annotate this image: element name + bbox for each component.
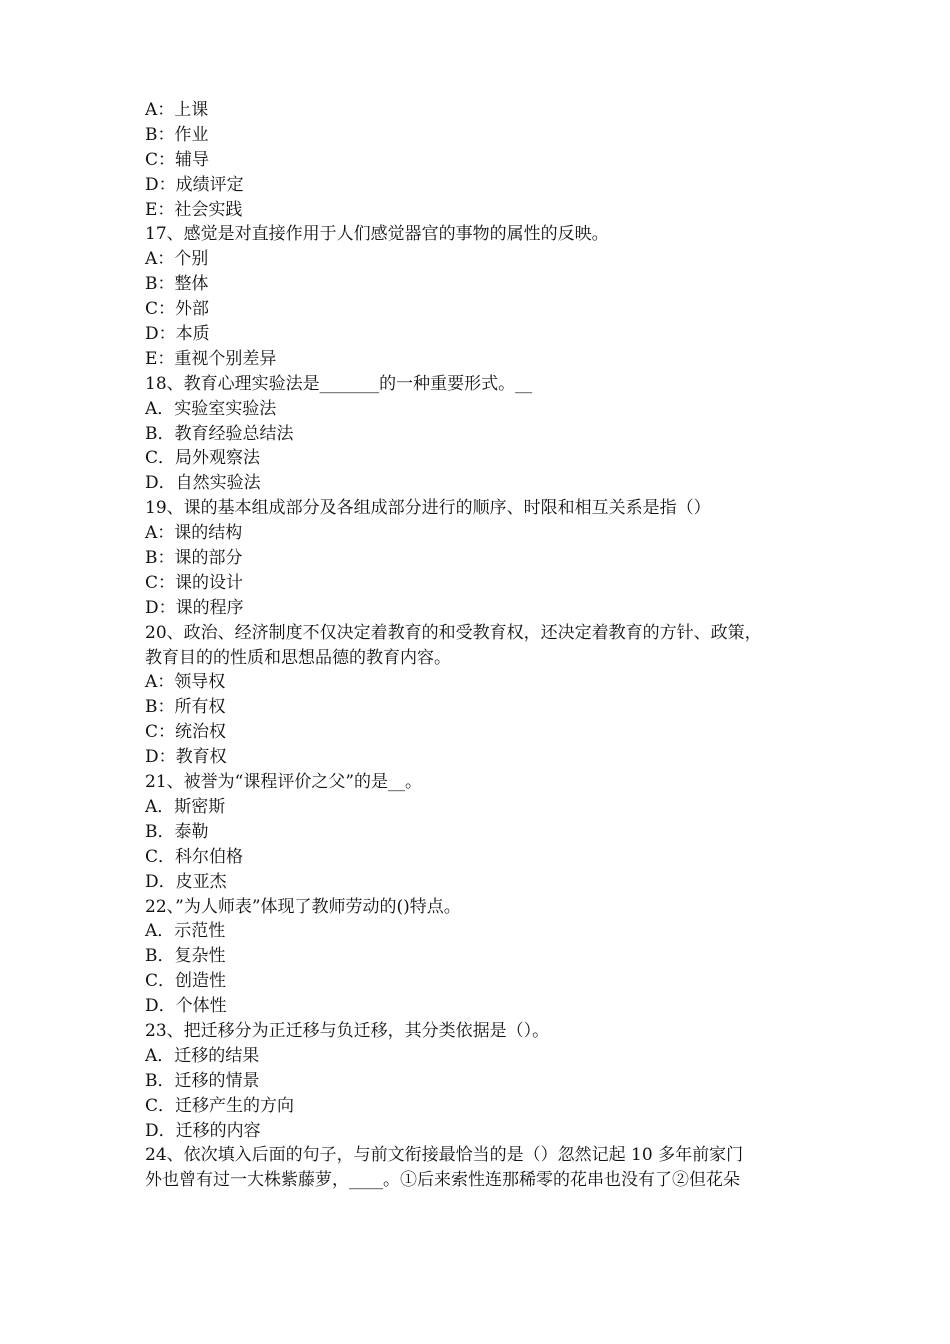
option-line: A．示范性: [145, 921, 226, 942]
option-line: C：辅导: [145, 149, 210, 170]
option-line: E：重视个别差异: [145, 348, 277, 369]
document-body: [145, 98, 810, 1193]
option-line: B．泰勒: [145, 821, 209, 842]
option-line: C．迁移产生的方向: [145, 1095, 295, 1116]
option-line: D：成绩评定: [145, 174, 244, 195]
option-line: A：个别: [145, 249, 209, 270]
question-21: 21、被誉为“课程评价之父”的是__。: [145, 772, 423, 793]
option-line: A：上课: [145, 100, 209, 120]
option-line: A．实验室实验法: [145, 398, 277, 419]
option-line: D：课的程序: [145, 597, 244, 618]
option-line: C．局外观察法: [145, 448, 261, 469]
option-line: B．教育经验总结法: [145, 423, 294, 444]
question-24: 24、依次填入后面的句子，与前文衔接最恰当的是（）忽然记起 10 多年前家门: [145, 1145, 744, 1166]
option-line: D：本质: [145, 324, 210, 345]
option-line: C：课的设计: [145, 572, 244, 593]
question-24-continued: 外也曾有过一大株紫藤萝，____。①后来索性连那稀零的花串也没有了②但花朵: [145, 1170, 740, 1191]
question-22: 22、”为人师表”体现了教师劳动的()特点。: [145, 896, 461, 917]
option-line: D．皮亚杰: [145, 871, 227, 892]
question-20-continued: 教育目的的性质和思想品德的教育内容。: [145, 647, 451, 668]
option-line: B：所有权: [145, 697, 226, 718]
option-line: D．个体性: [145, 996, 227, 1017]
option-line: A：课的结构: [145, 523, 243, 544]
question-20: 20、政治、经济制度不仅决定着教育的和受教育权，还决定着教育的方针、政策，: [145, 622, 762, 643]
question-17: 17、感觉是对直接作用于人们感觉器官的事物的属性的反映。: [145, 224, 609, 245]
option-line: B．复杂性: [145, 946, 226, 967]
option-line: B：作业: [145, 124, 209, 145]
option-line: D．自然实验法: [145, 473, 261, 494]
option-line: C：统治权: [145, 722, 227, 743]
option-line: C：外部: [145, 299, 210, 320]
option-line: C．科尔伯格: [145, 846, 244, 867]
option-line: D．迁移的内容: [145, 1120, 261, 1141]
option-line: B．迁移的情景: [145, 1070, 260, 1091]
question-23: 23、把迁移分为正迁移与负迁移，其分类依据是（）。: [145, 1020, 550, 1041]
option-line: C．创造性: [145, 971, 227, 992]
option-line: A．斯密斯: [145, 796, 226, 817]
question-18: 18、教育心理实验法是_______的一种重要形式。__: [145, 373, 533, 394]
option-line: E：社会实践: [145, 199, 243, 220]
option-line: B：整体: [145, 274, 209, 295]
question-19: 19、课的基本组成部分及各组成部分进行的顺序、时限和相互关系是指（）: [145, 498, 711, 519]
option-line: B：课的部分: [145, 548, 243, 569]
option-line: A：领导权: [145, 672, 226, 693]
option-line: A．迁移的结果: [145, 1045, 260, 1066]
option-line: D：教育权: [145, 747, 227, 768]
